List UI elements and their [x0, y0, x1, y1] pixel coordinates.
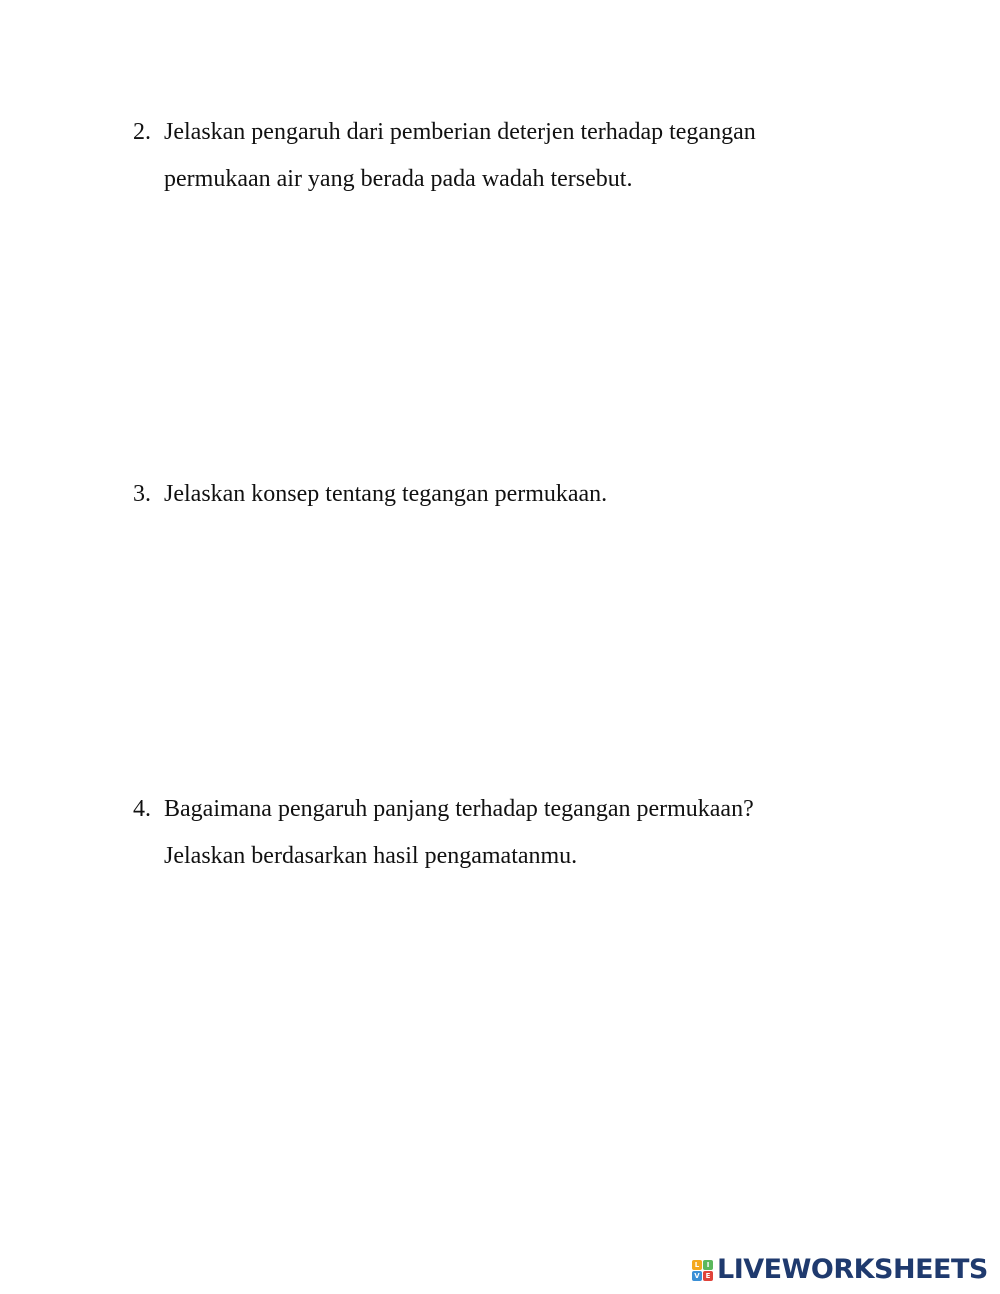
question-number: 3. [133, 481, 151, 507]
liveworksheets-logo-icon [692, 1260, 713, 1281]
question-line: Jelaskan pengaruh dari pemberian deterjen terhadap tegangan [164, 119, 756, 145]
question-line: permukaan air yang berada pada wadah tersebut. [164, 166, 633, 192]
question-line: Jelaskan berdasarkan hasil pengamatanmu. [164, 843, 578, 869]
question-text [164, 786, 854, 880]
liveworksheets-logo [692, 1255, 988, 1285]
question-line: Bagaimana pengaruh panjang terhadap tegangan permukaan? [164, 796, 754, 822]
liveworksheets-logo-text: LIVEWORKSHEETS [717, 1254, 988, 1285]
logo-cell: V [692, 1271, 702, 1281]
question-text [164, 471, 854, 518]
logo-cell: I [703, 1260, 713, 1270]
question-number: 2. [133, 119, 151, 145]
question-text [164, 109, 854, 203]
logo-cell: L [692, 1260, 702, 1270]
logo-cell: E [703, 1271, 713, 1281]
question-number: 4. [133, 796, 151, 822]
question-line: Jelaskan konsep tentang tegangan permukaan. [164, 481, 608, 507]
